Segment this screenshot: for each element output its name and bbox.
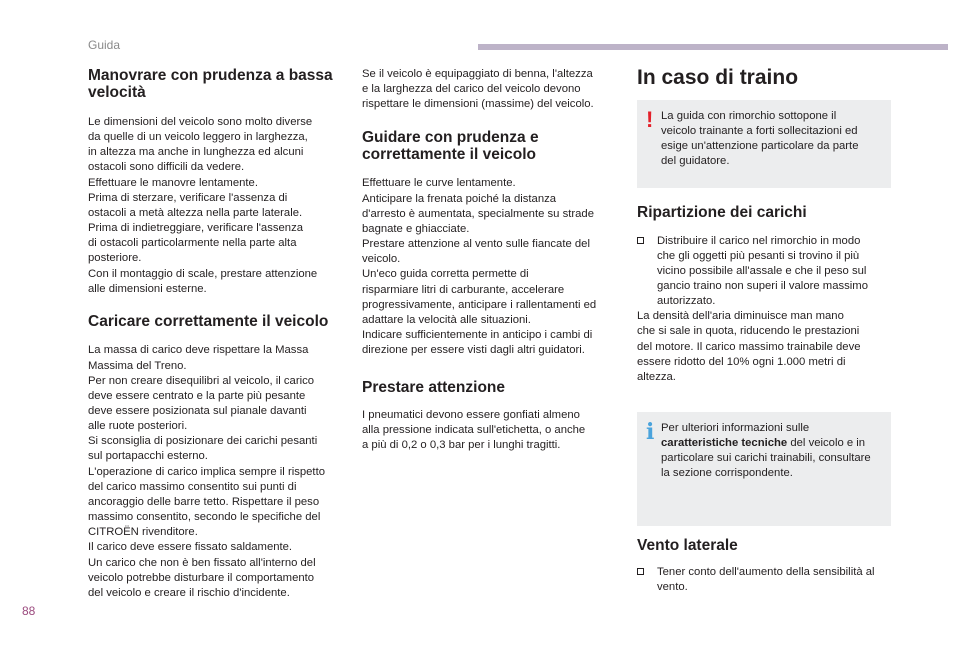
paragraph-densita: La densità dell'aria diminuisce man mano che si sale in quota, riducendo le prestazioni del motore. Il carico massimo trainabile deve essere ridotto del 10% ogni 1.000 metri di altezza. [637,310,861,383]
bullet-text: Tener conto dell'aumento della sensibilità al vento. [657,565,875,593]
heading-ripartizione: Ripartizione dei carichi [637,204,807,221]
info-note-text [661,421,887,482]
warning-note-text: La guida con rimorchio sottopone il veicolo trainante a forti sollecitazioni ed esige un'attenzione particolare da parte del guidatore. [661,110,859,168]
heading-guidare: Guidare con prudenza e correttamente il veicolo [362,129,539,163]
list-item [637,234,899,310]
warning-icon: ! [646,107,654,132]
info-note-text-start: Per ulteriori informazioni sulle [661,422,810,434]
paragraph-prestare: I pneumatici devono essere gonfiati almeno alla pressione indicata sull'etichetta, o anche a più di 0,2 o 0,3 bar per i lunghi tragitti. [362,408,586,452]
heading-prestare: Prestare attenzione [362,379,505,397]
section-label: Guida [88,38,121,52]
info-note [637,412,891,526]
header-accent-bar [478,44,948,50]
paragraph-benna: Se il veicolo è equipaggiato di benna, l'altezza e la larghezza del carico del veicolo devono rispettare le dimensioni (massime) del veicolo. [362,68,594,111]
info-icon: i [646,419,655,445]
bullet-text: Distribuire il carico nel rimorchio in modo che gli oggetti più pesanti si trovino il più vicino possibile all'assale e che il peso sul gancio traino non superi il valore massimo autorizzato. [657,234,868,308]
page-number: 88 [22,604,36,618]
list-item [637,565,899,595]
column-3-section-carichi [637,205,899,385]
heading-caricare: Caricare correttamente il veicolo [88,312,329,330]
checkbox-bullet-icon [637,237,644,244]
heading-vento: Vento laterale [637,537,738,554]
column-2 [362,67,624,453]
paragraph-caricare: La massa di carico deve rispettare la Massa Massima del Treno. Per non creare disequilibri al veicolo, il carico deve essere centrato e la parte più pesante deve essere posizionata sul pianale davanti alle ruote posteriori. Si sconsiglia di posizionare dei carichi pesanti sul portapacchi esterno. L'operazione di carico implica sempre il rispetto del carico massimo consentito sui punti di ancoraggio delle barre tetto. Rispettare il peso massimo consentito, secondo le specifiche del CITROËN rivenditore. Il carico deve essere fissato saldamente. Un carico che non è ben fissato all'interno del veicolo potrebbe disturbare il comportamento del veicolo e creare il rischio d'incidente. [88,344,325,599]
column-3-section-vento [637,538,899,595]
paragraph-manovrare: Le dimensioni del veicolo sono molto diverse da quelle di un veicolo leggero in larghezza, in altezza ma anche in lunghezza ed alcuni ostacoli sono difficili da vedere. Effettuare le manovre lentamente. Prima di sterzare, verificare l'assenza di ostacoli a metà altezza nella parte laterale. Prima di indietreggiare, verificare l'assenza di ostacoli particolarmente nella parte alta posteriore. Con il montaggio di scale, prestare attenzione alle dimensioni esterne. [88,116,318,295]
heading-traino: In caso di traino [637,66,799,89]
warning-note [637,100,891,188]
heading-manovrare: Manovrare con prudenza a bassa velocità [88,67,333,101]
checkbox-bullet-icon [637,568,644,575]
paragraph-guidare: Effettuare le curve lentamente. Anticipare la frenata poiché la distanza d'arresto è aumentata, specialmente su strade bagnate e ghiacciate. Prestare attenzione al vento sulle fiancate del veicolo. Un'eco guida corretta permette di risparmiare litri di carburante, accelerare progressivamente, anticipare i rallentamenti ed adattare la velocità alle situazioni. Indicare sufficientemente in anticipo i cambi di direzione per essere visti dagli altri guidatori. [362,177,597,357]
column-1 [88,68,348,601]
info-note-bold-link: caratteristiche tecniche [661,437,788,450]
info-note-text-end: del veicolo e in particolare sui carichi trainabili, consultare la sezione corrispondente. [661,437,871,480]
